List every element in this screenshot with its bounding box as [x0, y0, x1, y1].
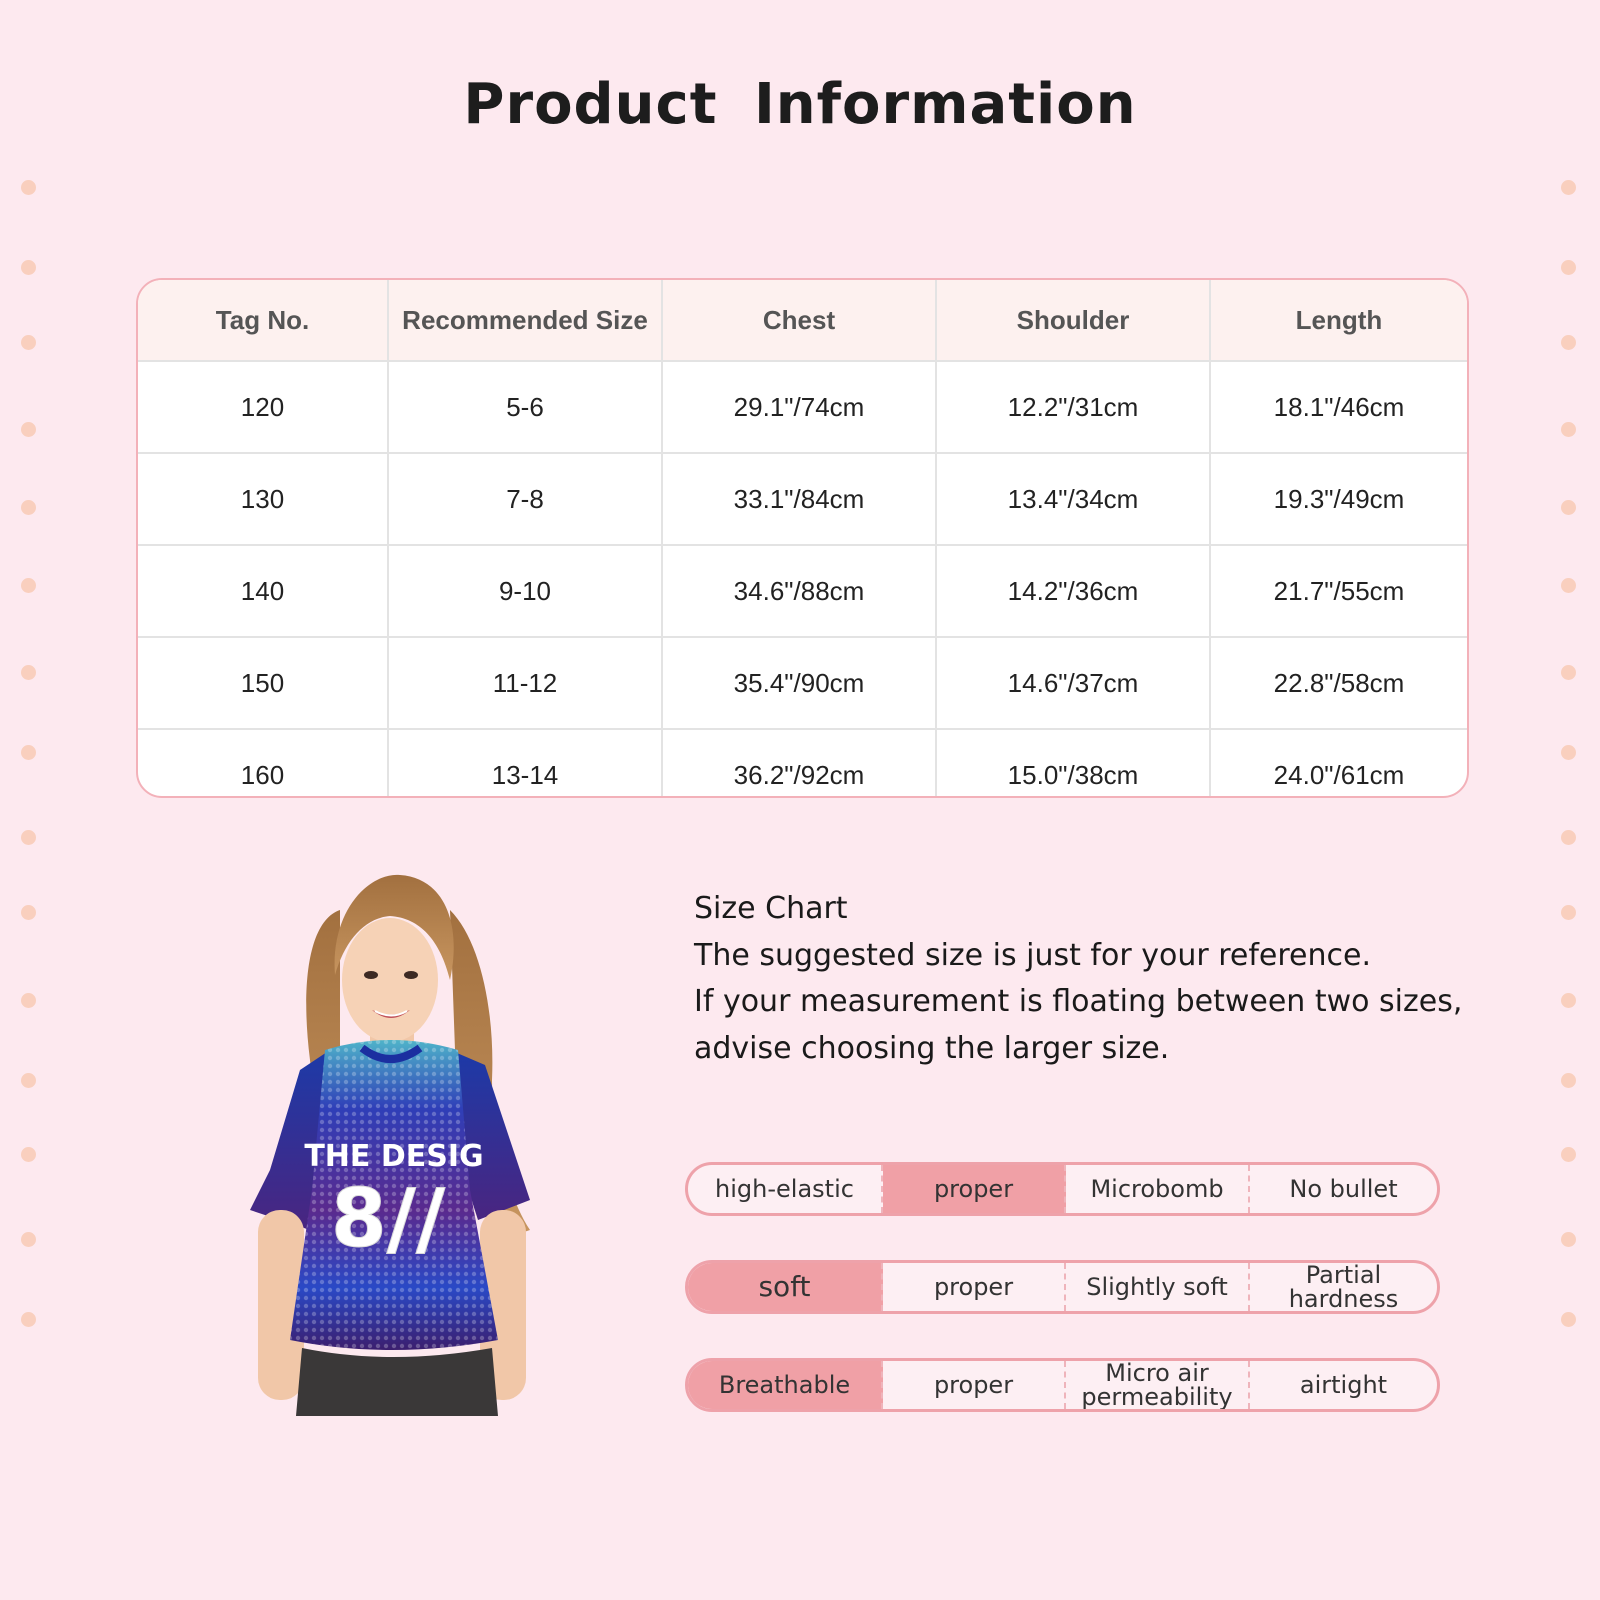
- table-cell: 150: [138, 637, 388, 729]
- scale-option: Microbomb: [1066, 1165, 1250, 1213]
- table-row: [138, 453, 1467, 545]
- decorative-dot: [21, 905, 36, 920]
- decorative-dot: [21, 665, 36, 680]
- note-heading: Size Chart: [694, 891, 848, 926]
- table-cell: 15.0"/38cm: [936, 729, 1210, 798]
- decorative-dot: [21, 500, 36, 515]
- table-cell: 14.2"/36cm: [936, 545, 1210, 637]
- decorative-dot: [1561, 578, 1576, 593]
- scale-option: Micro air permeability: [1066, 1361, 1250, 1409]
- note-line: The suggested size is just for your reference.: [694, 937, 1371, 973]
- decorative-dot: [1561, 335, 1576, 350]
- table-cell: 29.1"/74cm: [662, 361, 936, 453]
- scale-option: proper: [883, 1263, 1066, 1311]
- decorative-dot: [1561, 665, 1576, 680]
- scale-option: Breathable: [688, 1361, 883, 1409]
- table-cell: 18.1"/46cm: [1210, 361, 1467, 453]
- scale-option: soft: [688, 1263, 883, 1311]
- table-cell: 34.6"/88cm: [662, 545, 936, 637]
- softness-scale: [685, 1260, 1440, 1314]
- table-cell: 120: [138, 361, 388, 453]
- table-cell: 35.4"/90cm: [662, 637, 936, 729]
- decorative-dot: [21, 335, 36, 350]
- decorative-dot: [21, 1073, 36, 1088]
- decorative-dot: [21, 578, 36, 593]
- decorative-dot: [21, 745, 36, 760]
- table-cell: 130: [138, 453, 388, 545]
- table-cell: 9-10: [388, 545, 662, 637]
- decorative-dot: [21, 1232, 36, 1247]
- size-chart-note: [694, 886, 1494, 1072]
- decorative-dot: [1561, 500, 1576, 515]
- table-row: [138, 729, 1467, 798]
- decorative-dot: [1561, 422, 1576, 437]
- table-cell: 7-8: [388, 453, 662, 545]
- table-cell: 19.3"/49cm: [1210, 453, 1467, 545]
- table-cell: 13-14: [388, 729, 662, 798]
- right-dot-border: [1561, 180, 1579, 1430]
- column-header-recommended-size: Recommended Size: [388, 280, 662, 361]
- decorative-dot: [1561, 1073, 1576, 1088]
- decorative-dot: [21, 830, 36, 845]
- left-dot-border: [21, 180, 39, 1430]
- table-cell: 22.8"/58cm: [1210, 637, 1467, 729]
- scale-option: proper: [883, 1165, 1066, 1213]
- shirt-print-text: THE DESIG: [304, 1139, 484, 1174]
- decorative-dot: [1561, 745, 1576, 760]
- table-row: [138, 545, 1467, 637]
- note-line: advise choosing the larger size.: [694, 1030, 1170, 1066]
- scale-option: No bullet: [1289, 1175, 1398, 1203]
- column-header-shoulder: Shoulder: [936, 280, 1210, 361]
- decorative-dot: [21, 1312, 36, 1327]
- table-cell: 160: [138, 729, 388, 798]
- table-cell: 21.7"/55cm: [1210, 545, 1467, 637]
- size-table: [136, 278, 1469, 798]
- decorative-dot: [1561, 905, 1576, 920]
- table-row: [138, 361, 1467, 453]
- table-cell: 14.6"/37cm: [936, 637, 1210, 729]
- decorative-dot: [21, 180, 36, 195]
- table-cell: 11-12: [388, 637, 662, 729]
- table-header-row: [138, 280, 1467, 361]
- product-model-image: [230, 870, 550, 1416]
- table-cell: 33.1"/84cm: [662, 453, 936, 545]
- scale-option: high-elastic: [688, 1165, 883, 1213]
- column-header-length: Length: [1210, 280, 1467, 361]
- column-header-tag-no: Tag No.: [138, 280, 388, 361]
- decorative-dot: [1561, 260, 1576, 275]
- decorative-dot: [21, 260, 36, 275]
- decorative-dot: [1561, 1147, 1576, 1162]
- decorative-dot: [1561, 180, 1576, 195]
- table-cell: 13.4"/34cm: [936, 453, 1210, 545]
- column-header-chest: Chest: [662, 280, 936, 361]
- scale-option: airtight: [1299, 1371, 1388, 1399]
- scale-option: Slightly soft: [1066, 1263, 1250, 1311]
- table-cell: 36.2"/92cm: [662, 729, 936, 798]
- decorative-dot: [1561, 1232, 1576, 1247]
- decorative-dot: [21, 993, 36, 1008]
- decorative-dot: [21, 1147, 36, 1162]
- note-line: If your measurement is floating between two sizes,: [694, 984, 1463, 1019]
- scale-option: Partial hardness: [1288, 1261, 1399, 1313]
- decorative-dot: [1561, 993, 1576, 1008]
- table-cell: 12.2"/31cm: [936, 361, 1210, 453]
- decorative-dot: [1561, 1312, 1576, 1327]
- shirt-print-number: 8//: [330, 1172, 446, 1265]
- table-cell: 24.0"/61cm: [1273, 759, 1405, 790]
- table-row: [138, 637, 1467, 729]
- elasticity-scale: [685, 1162, 1440, 1216]
- breathability-scale: [685, 1358, 1440, 1412]
- table-cell: 140: [138, 545, 388, 637]
- page-title: Product Information: [463, 72, 1137, 137]
- table-cell: 5-6: [388, 361, 662, 453]
- decorative-dot: [21, 422, 36, 437]
- decorative-dot: [1561, 830, 1576, 845]
- scale-option: proper: [883, 1361, 1066, 1409]
